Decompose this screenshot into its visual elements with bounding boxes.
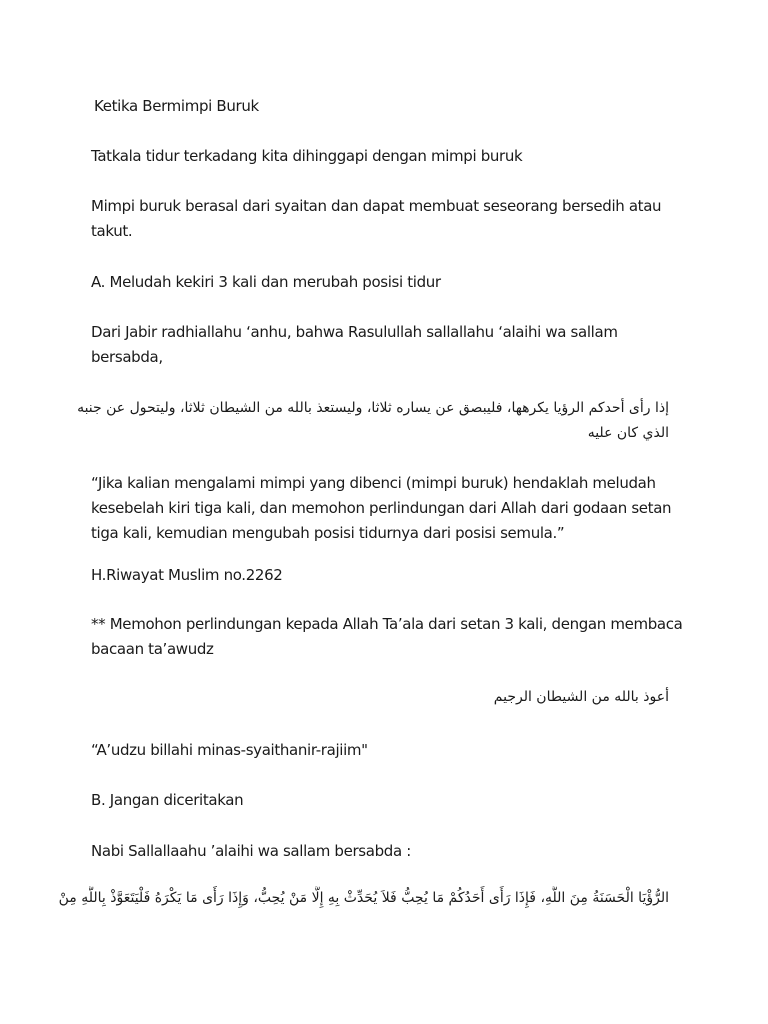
hadith-intro-1: Dari Jabir radhiallahu ‘anhu, bahwa Rasulullah sallallahu ‘alaihi wa sallam bersabda, (91, 323, 618, 366)
arabic-hadith-2: الرُّؤْيَا الْحَسَنَةُ مِنَ اللَّهِ، فَإِذَا رَأَى أَحَدُكُمْ مَا يُحِبُّ فَلاَ يُحَدِّثْ بِهِ إِلَّا مَنْ يُحِبُّ، وَإِذَا رَأَى مَا يَكْرَهُ فَلْيَتَعَوَّذْ بِاللَّهِ مِنْ (58, 890, 669, 906)
hadith-translation-1: “Jika kalian mengalami mimpi yang dibenci (mimpi buruk) hendaklah meludah kesebelah kiri tiga kali, dan memohon perlindungan dari Allah dari godaan setan tiga kali, kemudian mengubah posisi tidurnya dari posisi semula.” (91, 474, 672, 542)
hadith-intro-2: Nabi Sallallaahu ’alaihi wa sallam bersabda : (91, 842, 411, 860)
taawudz-transliteration: “A’udzu billahi minas-syaithanir-rajiim" (91, 741, 368, 759)
note-taawudz: ** Memohon perlindungan kepada Allah Ta’ala dari setan 3 kali, dengan membaca bacaan ta’awudz (91, 615, 683, 658)
arabic-hadith-1: إذا رأى أحدكم الرؤيا يكرهها، فليبصق عن يساره ثلاثا، وليستعذ بالله من الشيطان ثلاثا، وليتحول عن جنبه الذي كان عليه (77, 400, 669, 441)
paragraph-description: Mimpi buruk berasal dari syaitan dan dapat membuat seseorang bersedih atau takut. (91, 197, 662, 240)
document-title: Ketika Bermimpi Buruk (94, 97, 259, 115)
hadith-reference-1: H.Riwayat Muslim no.2262 (91, 566, 283, 584)
heading-point-a: A. Meludah kekiri 3 kali dan merubah posisi tidur (91, 273, 441, 291)
heading-point-b: B. Jangan diceritakan (91, 791, 244, 809)
paragraph-intro: Tatkala tidur terkadang kita dihinggapi dengan mimpi buruk (91, 147, 523, 165)
arabic-taawudz: أعوذ بالله من الشيطان الرجيم (493, 689, 669, 705)
